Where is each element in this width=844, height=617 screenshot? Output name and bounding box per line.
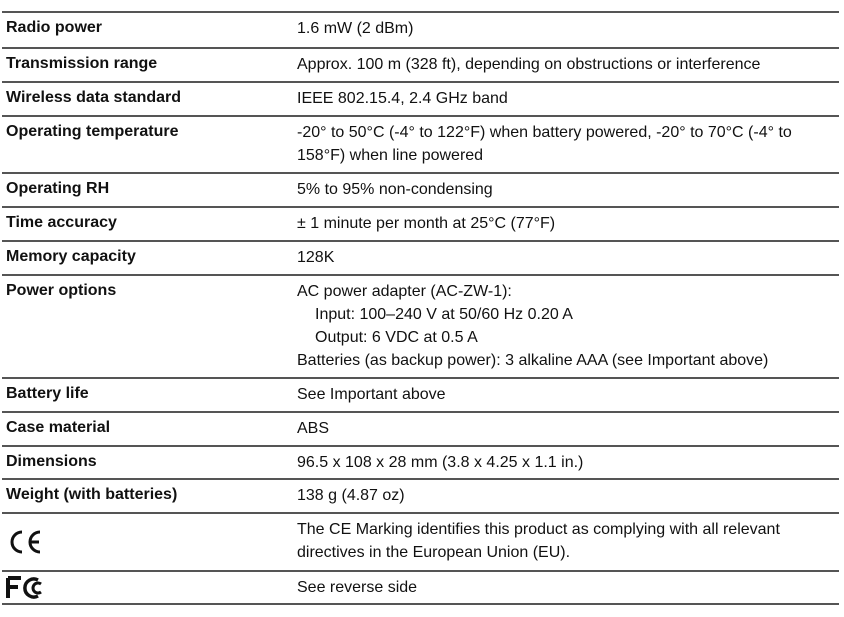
fcc-logo-icon	[6, 576, 50, 600]
value-line: AC power adapter (AC-ZW-1):	[297, 283, 512, 300]
row-value: 5% to 95% non-condensing	[297, 181, 493, 198]
value-line: Output: 6 VDC at 0.5 A	[315, 329, 478, 346]
row-label: Weight (with batteries)	[6, 486, 178, 503]
row-label: Operating temperature	[6, 123, 179, 140]
specifications-table	[2, 11, 839, 605]
row-value: -20° to 50°C (-4° to 122°F) when battery powered, -20° to 70°C (-4° to 158°F) when line powered	[297, 124, 792, 164]
row-value: 138 g (4.87 oz)	[297, 487, 405, 504]
row-value: ± 1 minute per month at 25°C (77°F)	[297, 215, 556, 232]
table-row	[2, 572, 839, 605]
row-label: Memory capacity	[6, 248, 136, 265]
row-value: Approx. 100 m (328 ft), depending on obstructions or interference	[297, 56, 761, 73]
row-label	[2, 514, 289, 570]
row-value: The CE Marking identifies this product as complying with all relevant directives in the European Union (EU).	[297, 521, 780, 561]
table-row	[2, 49, 839, 83]
table-row	[2, 447, 839, 480]
table-row	[2, 83, 839, 117]
table-row	[2, 242, 839, 276]
value-line: Batteries (as backup power): 3 alkaline AAA (see Important above)	[297, 352, 769, 369]
row-label: Transmission range	[6, 55, 158, 72]
row-label: Time accuracy	[6, 214, 117, 231]
table-row	[2, 413, 839, 447]
row-value: IEEE 802.15.4, 2.4 GHz band	[297, 90, 508, 107]
row-label	[2, 572, 289, 603]
row-label: Battery life	[6, 385, 89, 402]
table-row	[2, 480, 839, 514]
row-label: Operating RH	[6, 180, 110, 197]
row-value: ABS	[297, 420, 330, 437]
row-value: See Important above	[297, 386, 446, 403]
row-label: Dimensions	[6, 453, 97, 470]
table-row	[2, 208, 839, 242]
table-row	[2, 276, 839, 379]
row-label: Case material	[6, 419, 111, 436]
ce-mark-icon	[6, 529, 46, 555]
value-line: Input: 100–240 V at 50/60 Hz 0.20 A	[315, 306, 573, 323]
table-row	[2, 13, 839, 49]
table-row	[2, 514, 839, 572]
row-label: Power options	[6, 282, 117, 299]
table-row	[2, 174, 839, 208]
row-value: 128K	[297, 249, 335, 266]
row-value: 1.6 mW (2 dBm)	[297, 20, 414, 37]
row-label: Radio power	[6, 19, 103, 36]
row-value: 96.5 x 108 x 28 mm (3.8 x 4.25 x 1.1 in.)	[297, 454, 584, 471]
table-row	[2, 117, 839, 174]
row-value	[289, 276, 839, 377]
table-row	[2, 379, 839, 413]
row-value: See reverse side	[297, 579, 418, 596]
row-label: Wireless data standard	[6, 89, 182, 106]
